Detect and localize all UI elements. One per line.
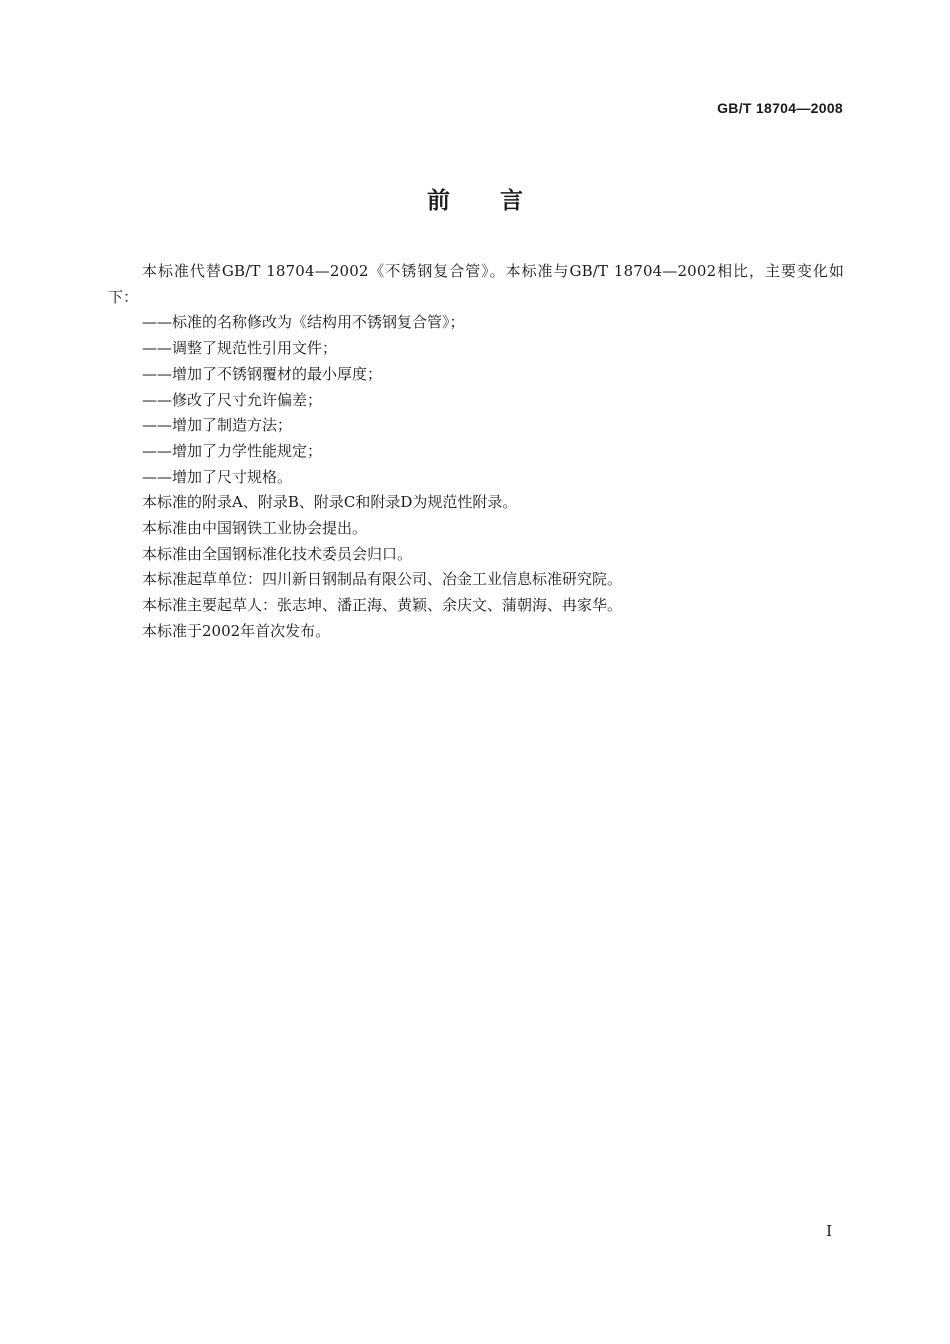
change-item-2: ——调整了规范性引用文件； [142, 339, 338, 358]
change-item-1: ——标准的名称修改为《结构用不锈钢复合管》； [142, 313, 465, 332]
change-item-3: ——增加了不锈钢覆材的最小厚度； [142, 364, 383, 383]
annex-paragraph: 本标准的附录A、附录B、附录C和附录D为规范性附录。 [142, 493, 518, 512]
drafters-paragraph: 本标准主要起草人：张志坤、潘正海、黄颖、余庆文、蒲朝海、冉家华。 [142, 596, 623, 615]
first-issue-paragraph: 本标准于2002年首次发布。 [142, 621, 331, 640]
change-item-6: ——增加了力学性能规定； [142, 441, 323, 460]
intro-paragraph: 本标准代替GB/T 18704—2002《不锈钢复合管》。本标准与GB/T 18704—2002相比，主要变化如下： [108, 262, 844, 306]
centralized-by-paragraph: 本标准由全国钢标准化技术委员会归口。 [142, 544, 413, 563]
change-item-5: ——增加了制造方法； [142, 416, 293, 435]
change-item-7: ——增加了尺寸规格。 [142, 467, 293, 486]
page-number: I [826, 1222, 832, 1240]
standard-number: GB/T 18704—2008 [717, 100, 843, 116]
foreword-body [108, 259, 844, 645]
proposed-by-paragraph: 本标准由中国钢铁工业协会提出。 [142, 519, 368, 538]
page-title [0, 182, 950, 215]
change-item-4: ——修改了尺寸允许偏差； [142, 390, 323, 409]
title-char-2: 言 [500, 188, 523, 214]
title-char-1: 前 [427, 188, 450, 214]
drafting-units-paragraph: 本标准起草单位：四川新日钢制品有限公司、冶金工业信息标准研究院。 [142, 570, 623, 589]
